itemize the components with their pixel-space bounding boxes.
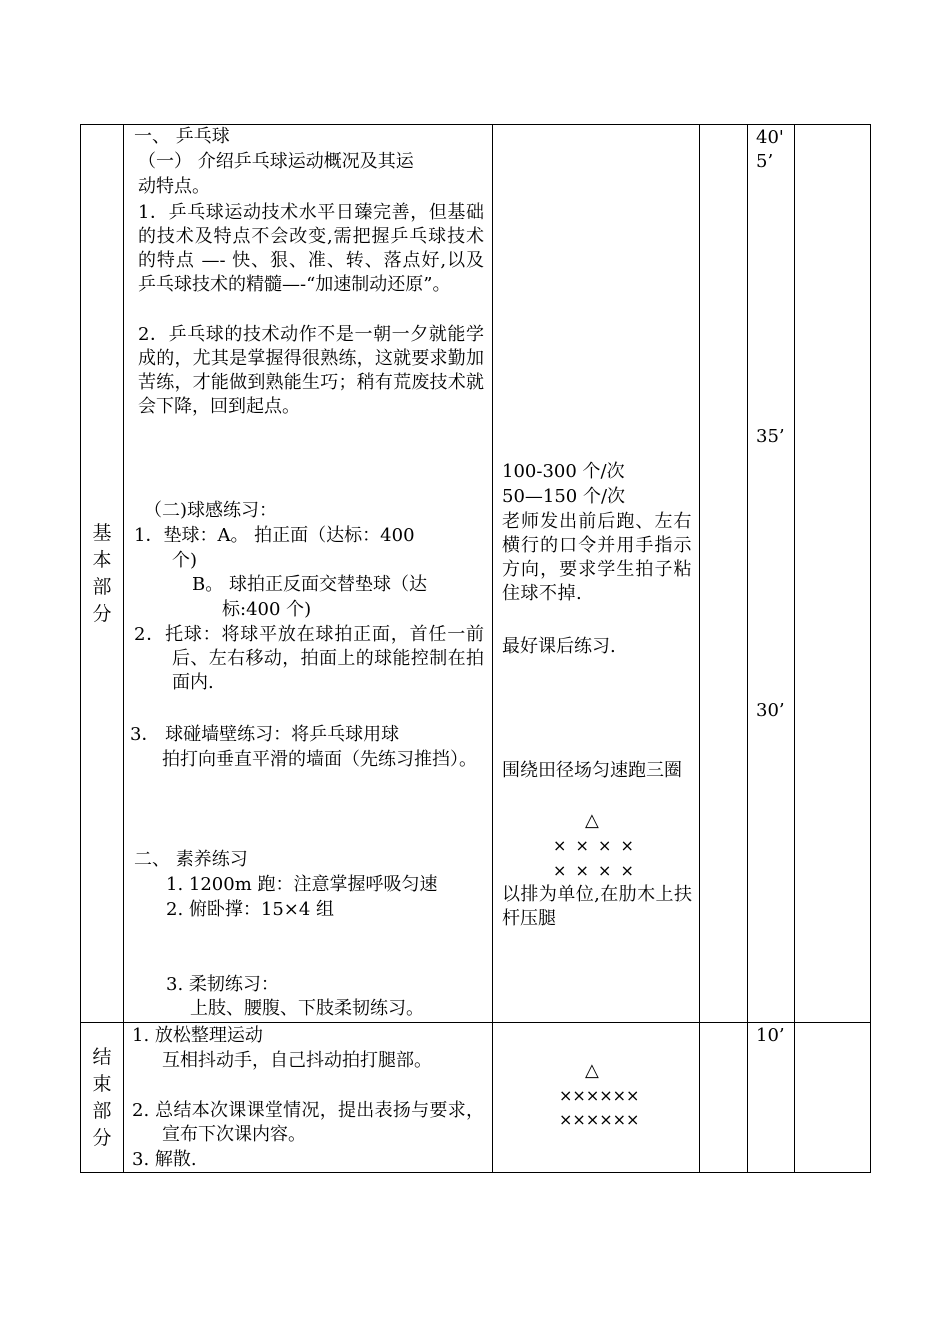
end-item-3: 3. 解散.: [132, 1149, 197, 1170]
time-total: 40': [756, 127, 784, 148]
drill-2: 2．托球：将球平放在球拍正面，首任一前后、左右移动，拍面上的球能控制在拍面内.: [134, 624, 484, 693]
drill-1-line-d: 标:400 个): [222, 599, 312, 620]
student-row-2: × × × ×: [553, 861, 636, 880]
basic-time-cell: [748, 125, 795, 1023]
end-student-row-1: ××××××: [559, 1086, 640, 1105]
fitness-title: 二、 素养练习: [134, 849, 248, 870]
fitness-1: 1. 1200m 跑：注意掌握呼吸匀速: [166, 874, 438, 895]
drill-1-line-c: B。 球拍正反面交替垫球（达: [192, 574, 427, 595]
end-section-label: 结 束 部 分: [81, 1023, 124, 1173]
end-teacher-triangle-icon: △: [585, 1060, 599, 1081]
org-instruction: 老师发出前后跑、左右横行的口令并用手指示方向，要求学生拍子粘住球不掉.: [502, 511, 692, 604]
end-org-cell: [493, 1023, 700, 1173]
time-intro: 5’: [756, 151, 774, 172]
org-stretch: 以排为单位,在肋木上扶杆压腿: [502, 884, 692, 929]
end-time: 10’: [756, 1025, 785, 1046]
org-count-2: 50—150 个/次: [502, 486, 626, 507]
end-content-cell: [124, 1023, 493, 1173]
end-blank-cell: [700, 1023, 748, 1173]
lesson-plan-table: [80, 124, 871, 1173]
end-student-row-2: ××××××: [559, 1110, 640, 1129]
heading-pingpong: 一、 乒乓球: [134, 126, 230, 147]
point-1: 1．乒乓球运动技术水平日臻完善，但基础的技术及特点不会改变,需把握乒乓球技术的特点 —- 快、狠、准、转、落点好,以及乒乓球技术的精髓—-“加速制动还原”。: [138, 202, 484, 295]
student-row-1: × × × ×: [553, 836, 636, 855]
fitness-3-detail: 上肢、腰腹、下肢柔韧练习。: [190, 998, 424, 1019]
org-run: 围绕田径场匀速跑三圈: [502, 760, 682, 781]
point-2: 2．乒乓球的技术动作不是一朝一夕就能学成的，尤其是掌握得很熟练，这就要求勤加苦练，才能做到熟能生巧；稍有荒废技术就会下降，回到起点。: [138, 324, 484, 417]
fitness-3-title: 3. 柔韧练习：: [166, 974, 279, 995]
intro-line-2: 动特点。: [138, 176, 210, 197]
basic-org-cell: [493, 125, 700, 1023]
basic-part-row: [81, 125, 871, 1023]
org-count-1: 100-300 个/次: [502, 461, 625, 482]
end-item-1-detail: 互相抖动手，自己抖动拍打腿部。: [162, 1050, 432, 1071]
end-part-row: [81, 1023, 871, 1173]
fitness-2: 2. 俯卧撑：15×4 组: [166, 899, 335, 920]
basic-blank-cell: [700, 125, 748, 1023]
drill-1-line-b: 个): [172, 550, 198, 571]
time-ball-feel: 35’: [756, 426, 785, 447]
drill-1-line-a: 1．垫球：A。 拍正面（达标：400: [134, 525, 415, 546]
end-time-cell: [748, 1023, 795, 1173]
org-practice-note: 最好课后练习.: [502, 636, 616, 657]
end-item-2: 2. 总结本次课课堂情况，提出表扬与要求，宣布下次课内容。: [132, 1100, 484, 1145]
basic-section-label: 基 本 部 分: [81, 125, 124, 1023]
intro-line: （一） 介绍乒乓球运动概况及其运: [138, 151, 414, 172]
basic-content-cell: [124, 125, 493, 1023]
basic-remark-cell: [795, 125, 871, 1023]
drill-3-line-a: 3． 球碰墙壁练习：将乒乓球用球: [130, 724, 400, 745]
end-item-1: 1. 放松整理运动: [132, 1025, 263, 1046]
teacher-triangle-icon: △: [585, 810, 599, 831]
ball-feel-title: （二)球感练习：: [144, 500, 278, 521]
end-remark-cell: [795, 1023, 871, 1173]
drill-3-line-b: 拍打向垂直平滑的墙面（先练习推挡）。: [162, 749, 477, 770]
time-fitness: 30’: [756, 700, 785, 721]
